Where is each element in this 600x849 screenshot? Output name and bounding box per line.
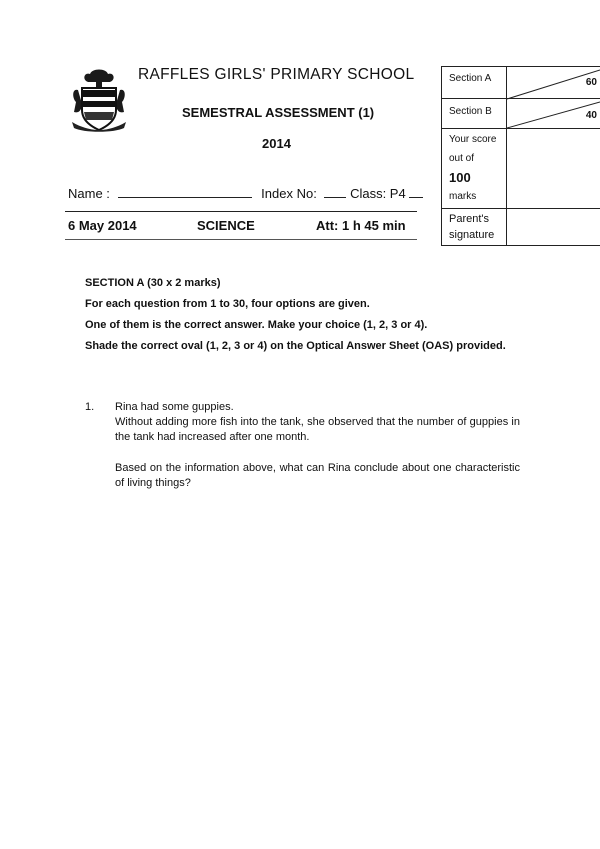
section-b-label: Section B [441, 99, 507, 129]
parent-line2: signature [449, 229, 495, 241]
index-label: Index No: [261, 186, 317, 201]
instruction-line-1: For each question from 1 to 30, four options are given. [85, 298, 370, 310]
question-number: 1. [85, 401, 95, 413]
class-label: Class: P4 [350, 186, 406, 201]
name-blank[interactable] [118, 197, 252, 198]
exam-date: 6 May 2014 [68, 218, 137, 233]
class-blank[interactable] [409, 197, 423, 198]
parent-signature-label [441, 209, 507, 246]
marks-label: marks [449, 191, 477, 202]
section-b-score-cell[interactable] [507, 99, 600, 129]
exam-subject: SCIENCE [197, 218, 255, 233]
assessment-title: SEMESTRAL ASSESSMENT (1) [182, 105, 375, 120]
parent-signature-cell[interactable] [507, 209, 600, 246]
section-b-marks: 40 [585, 110, 597, 121]
school-name: RAFFLES GIRLS' PRIMARY SCHOOL [138, 66, 415, 83]
header-rule-bottom [65, 239, 417, 240]
section-heading: SECTION A (30 x 2 marks) [85, 277, 221, 289]
total-score-cell[interactable] [507, 129, 600, 209]
parent-line1: Parent's [449, 213, 490, 225]
index-blank[interactable] [324, 197, 346, 198]
total-score-label [441, 129, 507, 209]
header-rule-top [65, 211, 417, 212]
question-prompt: Based on the information above, what can Rina conclude about one characteristic of living things? [115, 462, 520, 489]
instruction-line-3: Shade the correct oval (1, 2, 3 or 4) on the Optical Answer Sheet (OAS) provided. [85, 340, 506, 352]
score-box [441, 66, 600, 246]
your-score-line2: out of [449, 153, 475, 164]
school-crest-icon [70, 68, 128, 134]
section-a-marks: 60 [585, 77, 597, 88]
question-line-1: Rina had some guppies. [115, 401, 234, 413]
question-line-2: Without adding more fish into the tank, she observed that the number of guppies in the tank had increased after one month. [115, 416, 520, 443]
name-index-class-line [68, 186, 423, 201]
instruction-line-2: One of them is the correct answer. Make your choice (1, 2, 3 or 4). [85, 319, 428, 331]
assessment-year: 2014 [262, 136, 291, 151]
your-score-line1: Your score [449, 134, 497, 145]
section-a-label: Section A [441, 66, 507, 99]
exam-duration: Att: 1 h 45 min [316, 218, 406, 233]
section-a-score-cell[interactable] [507, 66, 600, 99]
name-label: Name : [68, 186, 110, 201]
total-marks: 100 [449, 170, 471, 185]
question-text [115, 400, 520, 445]
